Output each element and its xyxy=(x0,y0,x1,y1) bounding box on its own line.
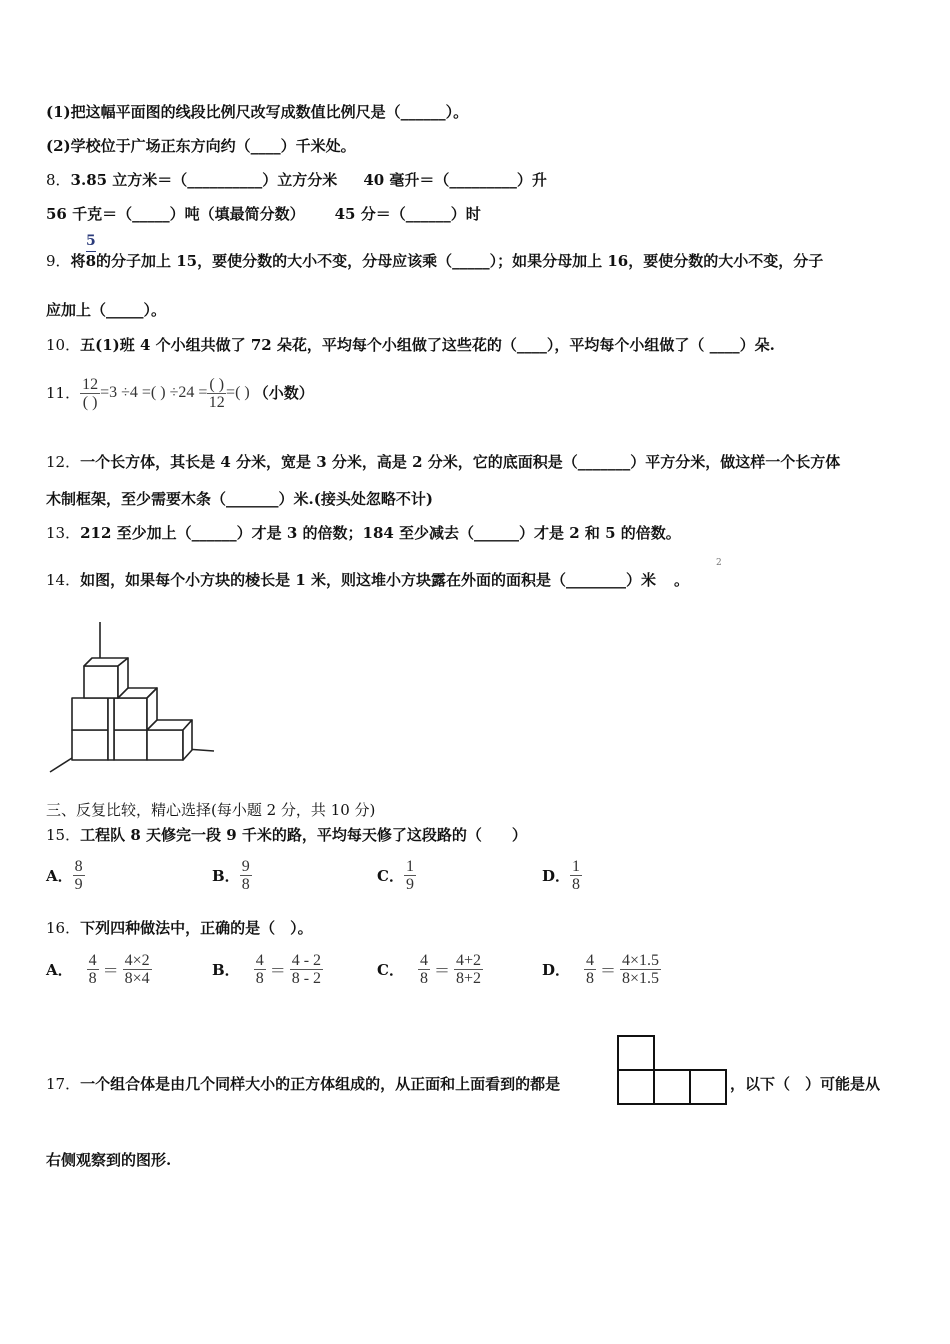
q16-left-numerator: 4 xyxy=(586,952,595,969)
q9-continuation: 应加上（_____）。 xyxy=(46,301,167,319)
q16-number: 16． xyxy=(46,919,81,937)
q16-option[interactable] xyxy=(212,952,323,987)
q16-right-denominator: 8+2 xyxy=(455,970,481,987)
q8-blank-a: 3.85 立方米＝（__________）立方分米 xyxy=(70,171,338,189)
q11-note: （小数） xyxy=(253,384,314,402)
q15-option-fraction xyxy=(240,858,252,893)
q15-option-denominator: 8 xyxy=(572,876,581,893)
q16-left-fraction xyxy=(254,952,266,987)
q15-option-denominator: 9 xyxy=(74,876,83,893)
q9-line xyxy=(46,251,823,271)
q15-option-numerator: 8 xyxy=(74,858,83,875)
q15-option-denominator: 8 xyxy=(241,876,250,893)
q17-continuation: 右侧观察到的图形. xyxy=(46,1151,172,1169)
q11-f2-top: ( ) xyxy=(209,375,225,393)
q7-part1: (1)把这幅平面图的线段比例尺改写成数值比例尺是（______）。 xyxy=(46,103,469,121)
q15-option-denominator: 9 xyxy=(405,876,414,893)
q11-line xyxy=(46,372,314,414)
q16-option[interactable] xyxy=(377,952,483,987)
q15-option-label: B． xyxy=(212,867,240,885)
q16-right-denominator: 8×4 xyxy=(124,970,150,987)
q16-left-fraction xyxy=(584,952,596,987)
q16-right-numerator: 4+2 xyxy=(455,952,481,969)
q16-right-numerator: 4 - 2 xyxy=(291,952,322,969)
q11-f2-bottom: 12 xyxy=(208,393,225,411)
q16-left-numerator: 4 xyxy=(255,952,264,969)
q15-option[interactable] xyxy=(46,858,85,893)
q12-number: 12． xyxy=(46,453,81,471)
q16-equals: ＝ xyxy=(102,963,119,980)
q15-number: 15． xyxy=(46,826,81,844)
q8-number: 8． xyxy=(46,171,71,189)
q17-line xyxy=(46,1074,560,1094)
q16-right-fraction xyxy=(620,952,661,987)
q17-text: 一个组合体是由几个同样大小的正方体组成的，从正面和上面看到的都是 xyxy=(80,1075,561,1093)
q10-number: 10． xyxy=(46,336,81,354)
q15-option-fraction xyxy=(404,858,416,893)
q15-option[interactable] xyxy=(377,858,416,893)
q15-text: 工程队 8 天修完一段 9 千米的路，平均每天修了这段路的（ ） xyxy=(80,826,527,844)
q9-number: 9． xyxy=(46,252,71,270)
q13-number: 13． xyxy=(46,524,81,542)
q10-text: 五(1)班 4 个小组共做了 72 朵花，平均每个小组做了这些花的（____），平均每个小组做了（ ____）朵. xyxy=(80,336,775,354)
q11-end: =( ) xyxy=(226,384,250,401)
q16-equals: ＝ xyxy=(433,963,450,980)
q11-fraction-1 xyxy=(80,376,100,411)
q16-line xyxy=(46,918,313,938)
q8-blank-d: 45 分＝（______）时 xyxy=(334,205,481,223)
q16-option[interactable] xyxy=(46,952,152,987)
cube-stack-figure xyxy=(46,620,221,780)
q16-left-denominator: 8 xyxy=(419,970,428,987)
q9-text: 的分子加上 15，要使分数的大小不变，分母应该乘（_____）；如果分母加上 16，要使分数的大小不变，分子 xyxy=(96,252,824,270)
q15-option-label: C． xyxy=(377,867,404,885)
q12-line xyxy=(46,452,840,472)
q16-right-fraction xyxy=(290,952,323,987)
q15-option-numerator: 9 xyxy=(241,858,250,875)
q8-blank-c: 56 千克＝（_____）吨（填最简分数） xyxy=(46,205,305,223)
q16-equals: ＝ xyxy=(269,963,286,980)
q16-right-denominator: 8 - 2 xyxy=(291,970,322,987)
q16-option[interactable] xyxy=(542,952,661,987)
q13-text: 212 至少加上（______）才是 3 的倍数；184 至少减去（______）才是 2 和 5 的倍数。 xyxy=(80,524,681,542)
q14-end: 。 xyxy=(673,571,689,589)
q16-option-label: A． xyxy=(46,961,73,979)
q16-left-denominator: 8 xyxy=(255,970,264,987)
q15-option-label: A． xyxy=(46,867,73,885)
q14-number: 14． xyxy=(46,571,81,589)
q9-fraction-numerator: 5 xyxy=(86,233,96,249)
q11-f1-top: 12 xyxy=(82,375,99,393)
q15-option[interactable] xyxy=(542,858,582,893)
q16-option-label: C． xyxy=(377,961,404,979)
q11-fraction-2 xyxy=(207,376,226,411)
q16-right-numerator: 4×1.5 xyxy=(622,952,660,969)
q15-option-numerator: 1 xyxy=(572,858,581,875)
q15-option-label: D． xyxy=(542,867,571,885)
q14-superscript: 2 xyxy=(716,558,722,568)
q16-right-fraction xyxy=(123,952,152,987)
q16-right-denominator: 8×1.5 xyxy=(622,970,660,987)
q11-middle: =3 ÷4 =( ) ÷24 = xyxy=(100,384,208,401)
q15-option-numerator: 1 xyxy=(405,858,414,875)
q14-line xyxy=(46,570,689,590)
q17-number: 17． xyxy=(46,1075,81,1093)
q12-continuation: 木制框架，至少需要木条（_______）米.(接头处忽略不计) xyxy=(46,490,433,508)
q16-option-label: B． xyxy=(212,961,240,979)
q12-text: 一个长方体，其长是 4 分米，宽是 3 分米，高是 2 分米，它的底面积是（_______）平方分米，做这样一个长方体 xyxy=(80,453,841,471)
q13-line xyxy=(46,523,681,543)
q8-line2 xyxy=(46,204,481,224)
q16-left-fraction xyxy=(418,952,430,987)
q8-line1 xyxy=(46,170,547,190)
q11-number: 11． xyxy=(46,384,81,402)
q16-left-denominator: 8 xyxy=(88,970,97,987)
q15-line xyxy=(46,825,527,845)
q10-line xyxy=(46,335,775,355)
q14-text: 如图，如果每个小方块的棱长是 1 米，则这堆小方块露在外面的面积是（________）米 xyxy=(80,571,656,589)
q15-option-fraction xyxy=(73,858,85,893)
q16-left-numerator: 4 xyxy=(88,952,97,969)
q15-option[interactable] xyxy=(212,858,252,893)
q16-option-label: D． xyxy=(542,961,571,979)
q16-right-fraction xyxy=(454,952,483,987)
q17-view-figure xyxy=(616,1034,728,1106)
q16-equals: ＝ xyxy=(600,963,617,980)
q11-f1-bottom: ( ) xyxy=(82,393,98,411)
q16-left-denominator: 8 xyxy=(586,970,595,987)
q16-left-fraction xyxy=(87,952,99,987)
q16-right-numerator: 4×2 xyxy=(124,952,150,969)
q17-after: ，以下（ ）可能是从 xyxy=(730,1075,881,1093)
q9-pre: 将 xyxy=(70,252,86,270)
q8-blank-b: 40 毫升＝（_________）升 xyxy=(363,171,547,189)
q16-left-numerator: 4 xyxy=(419,952,428,969)
section3-heading: 三、反复比较，精心选择(每小题 2 分，共 10 分) xyxy=(46,801,376,819)
q9-fraction-denominator: 8 xyxy=(85,252,96,270)
q15-option-fraction xyxy=(570,858,582,893)
q7-part2: (2)学校位于广场正东方向约（____）千米处。 xyxy=(46,137,356,155)
q16-text: 下列四种做法中，正确的是（ ）。 xyxy=(80,919,313,937)
